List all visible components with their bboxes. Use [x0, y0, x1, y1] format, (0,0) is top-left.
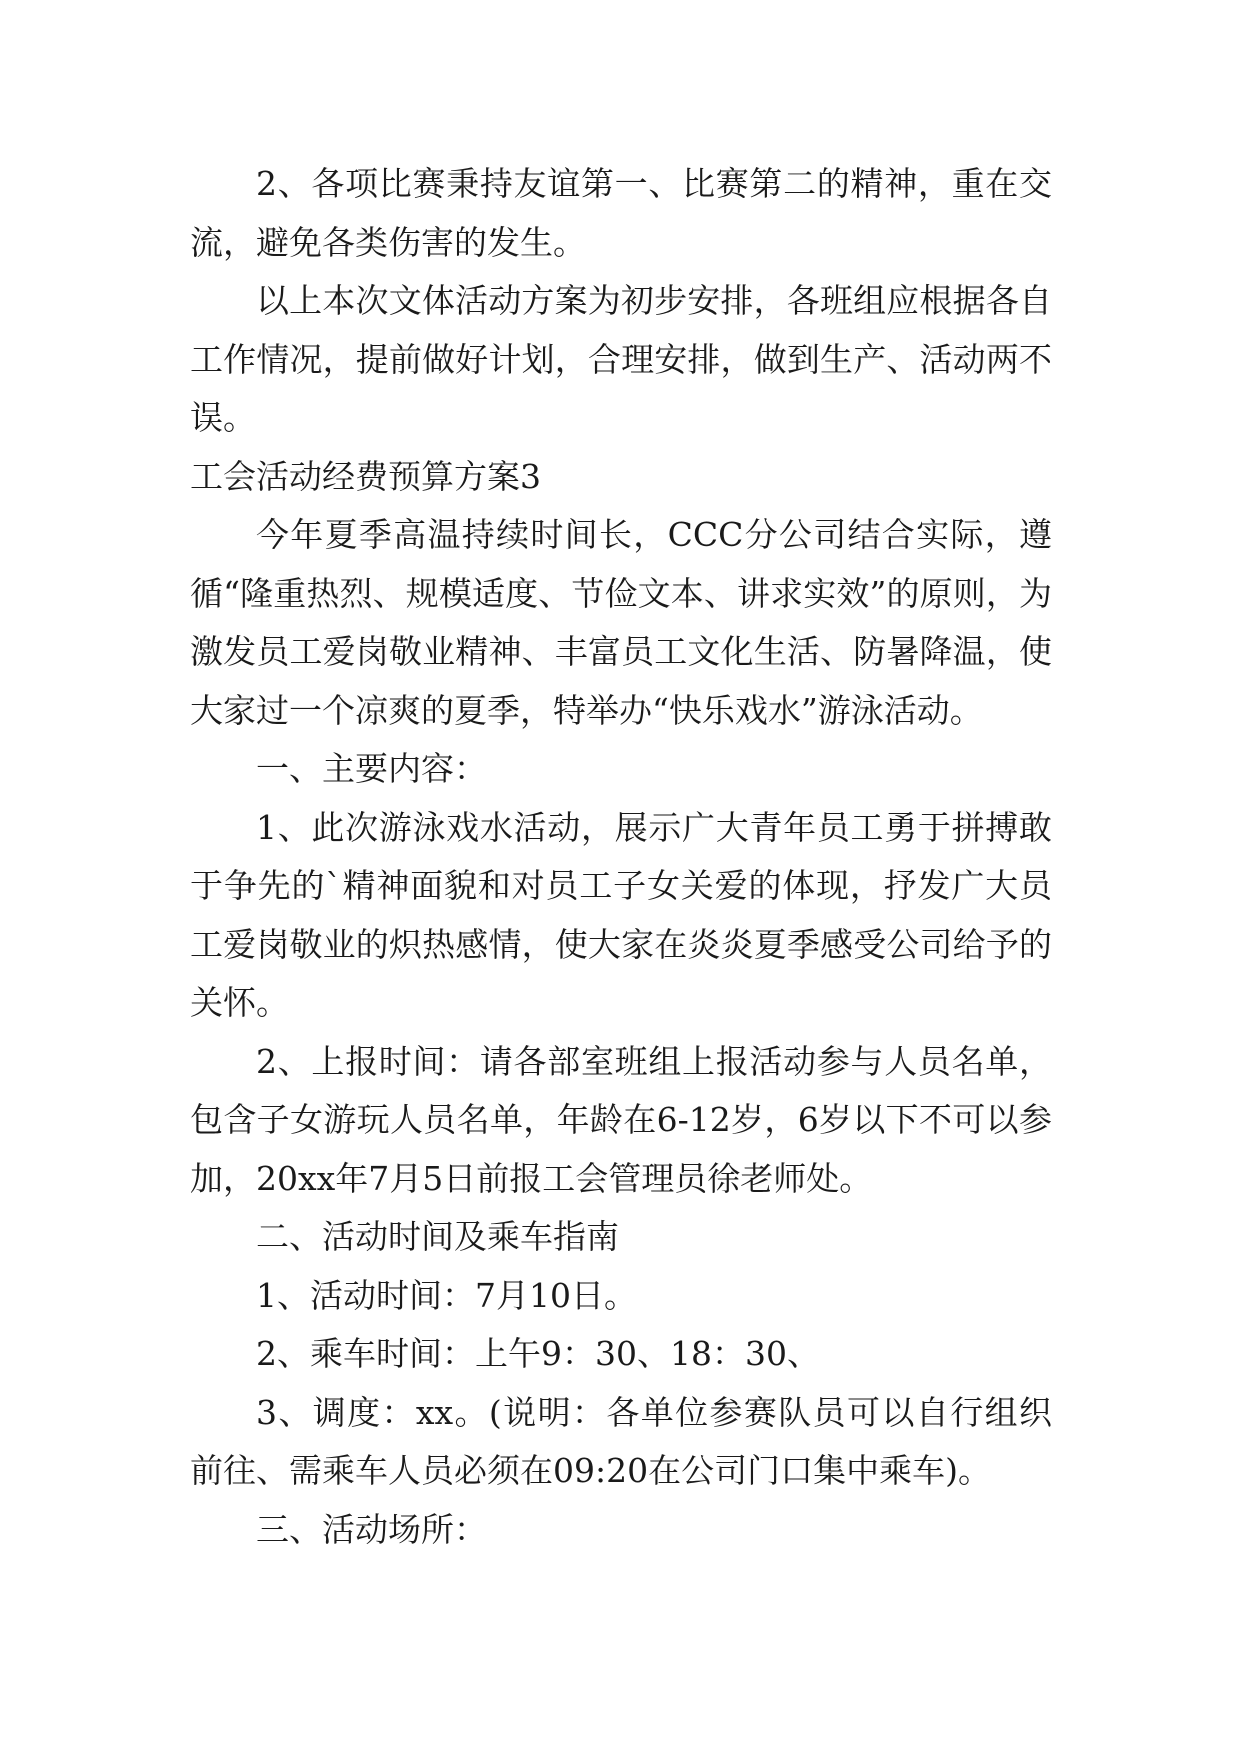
heading-main-content: 一、主要内容： — [256, 749, 487, 788]
paragraph-competition-spirit: 2、各项比赛秉持友谊第一、比赛第二的精神，重在交流，避免各类伤害的发生。 — [190, 164, 1052, 262]
paragraph-introduction: 今年夏季高温持续时间长，CCC分公司结合实际，遵循“隆重热烈、规模适度、节俭文本、讲求实效”的原则，为激发员工爱岗敬业精神、丰富员工文化生活、防暑降温，使大家过一个凉爽的夏季，特举办“快乐戏水”游泳活动。 — [190, 515, 1052, 730]
paragraph-plan-summary: 以上本次文体活动方案为初步安排，各班组应根据各自工作情况，提前做好计划，合理安排，做到生产、活动两不误。 — [190, 281, 1052, 437]
paragraph-activity-date: 1、活动时间：7月10日。 — [256, 1275, 637, 1315]
heading-time-and-transport: 二、活动时间及乘车指南 — [256, 1217, 619, 1256]
paragraph-activity-purpose: 1、此次游泳戏水活动，展示广大青年员工勇于拼搏敢于争先的`精神面貌和对员工子女关爱的体现，抒发广大员工爱岗敬业的炽热感情，使大家在炎炎夏季感受公司给予的关怀。 — [190, 807, 1052, 1022]
section-title: 工会活动经费预算方案3 — [190, 456, 541, 496]
document-body — [190, 155, 1052, 1559]
paragraph-bus-time: 2、乘车时间：上午9：30、18：30、 — [256, 1334, 820, 1373]
paragraph-dispatch: 3、调度：xx。(说明：各单位参赛队员可以自行组织前往、需乘车人员必须在09:20在公司门口集中乘车)。 — [190, 1392, 1052, 1490]
paragraph-report-time: 2、上报时间：请各部室班组上报活动参与人员名单，包含子女游玩人员名单，年龄在6-12岁，6岁以下不可以参加，20xx年7月5日前报工会管理员徐老师处。 — [190, 1041, 1052, 1198]
heading-venue: 三、活动场所： — [256, 1509, 487, 1549]
